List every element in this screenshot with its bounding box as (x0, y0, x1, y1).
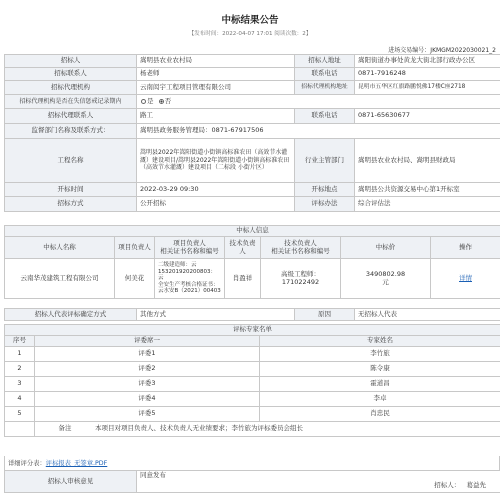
value: 综合评估法 (355, 197, 500, 212)
label: 工程名称 (5, 139, 137, 183)
role: 评委1 (35, 347, 260, 362)
label: 评标办法 (295, 197, 355, 212)
value: 嵩阳街道办事处黄龙大街北部行政办公区 (355, 55, 500, 68)
publish-meta: 【发布时间：2022-04-07 17:01 阅读次数：2】 (0, 29, 500, 37)
section-title: 中标人信息 (5, 226, 500, 237)
seq: 4 (5, 392, 35, 407)
remark-label: 备注 (35, 425, 95, 433)
label: 招标代理机构地址 (295, 81, 355, 95)
expert-name: 李卓 (260, 392, 500, 407)
table-row (5, 392, 500, 407)
col-header: 评委席一 (35, 336, 260, 347)
winner-name: 云南华茂建筑工程有限公司 (5, 259, 115, 299)
tech-lead: 肖盈祥 (225, 259, 261, 299)
section-title: 评标专家名单 (5, 325, 500, 336)
remark-value: 本项目对项目负责人、技术负责人无业绩要求；李竹旅为评标委员会组长 (95, 424, 303, 432)
table-row (5, 347, 500, 362)
label: 招标联系人 (5, 68, 137, 81)
expert-name: 肖忠民 (260, 407, 500, 422)
winning-price: 3490802.98 元 (341, 259, 431, 299)
table-row (5, 362, 500, 377)
label: 联系电话 (295, 68, 355, 81)
seq: 5 (5, 407, 35, 422)
role: 评委5 (35, 407, 260, 422)
col-header: 技术负责人 (225, 237, 261, 259)
expert-table (4, 324, 500, 437)
signature (434, 482, 486, 490)
label: 招标人地址 (295, 55, 355, 68)
label: 开标地点 (295, 183, 355, 197)
seq: 1 (5, 347, 35, 362)
role: 评委4 (35, 392, 260, 407)
label: 招标代理联系人 (5, 109, 137, 124)
label: 开标时间 (5, 183, 137, 197)
label: 行业主管部门 (295, 139, 355, 183)
value: 嵩明县农业农村局、嵩明县财政局 (355, 139, 500, 183)
radio-no (159, 99, 164, 104)
value: 杨老师 (137, 68, 295, 81)
value: 嵩明县公共资源交易中心第1开标室 (355, 183, 500, 197)
seq: 2 (5, 362, 35, 377)
project-name: 嵩明县2022年嵩阳街道小街镇高标准农田（高效节水灌溉）建设项目/嵩明县2022年嵩阳街道小街镇高标准农田（高效节水灌溉）建设项目（二标段 小街片区） (137, 139, 295, 183)
rep-method-table (4, 308, 500, 321)
value: 路工 (137, 109, 295, 124)
tech-cert: 高级工程师： 171022492 (261, 259, 341, 299)
value: 昆明市五华区红旗路鹏悦佛17楼C座2718 (355, 81, 500, 95)
value: 嵩明县政务服务管理局：0871-67917506 (137, 124, 500, 139)
table-row (5, 377, 500, 392)
col-header: 项目负责人 相关证书名称和编号 (155, 237, 225, 259)
page-title: 中标结果公告 (0, 12, 500, 26)
opinion-text: 同意发布 (140, 471, 166, 479)
role: 评委2 (35, 362, 260, 377)
label: 原因 (295, 309, 355, 321)
label: 招标人审核意见 (5, 471, 137, 493)
col-header: 中标人名称 (5, 237, 115, 259)
value: 公开招标 (137, 197, 295, 212)
role: 评委3 (35, 377, 260, 392)
value: 嵩明县农业农村局 (137, 55, 295, 68)
expert-name: 李竹旅 (260, 347, 500, 362)
value: 0871-7916248 (355, 68, 500, 81)
col-header: 专家姓名 (260, 336, 500, 347)
radio-no-label: 否 (165, 97, 172, 105)
label: 监督部门名称及联系方式： (5, 124, 137, 139)
radio-yes-label: 是 (147, 97, 154, 105)
project-manager: 何美花 (115, 259, 155, 299)
signer-label: 招标人： (434, 481, 460, 489)
label: 招标方式 (5, 197, 137, 212)
detail-score (4, 456, 500, 470)
expert-name: 霍道昌 (260, 377, 500, 392)
col-header: 序号 (5, 336, 35, 347)
pm-cert: 二级建造师：云 153201920200803：云 全安生产考核合格证书： 云水安B（2021）00403 (155, 259, 225, 299)
label (5, 422, 35, 437)
detail-label: 详细评分表： (8, 460, 46, 467)
value: 无招标人代表 (355, 309, 500, 321)
label: 招标代理机构是否在失信惩戒记录期内 (5, 95, 137, 109)
project-number: 进场交易编号：JKMGM2022030021_2 (388, 45, 496, 54)
value: 0871-65630677 (355, 109, 500, 124)
label: 联系电话 (295, 109, 355, 124)
expert-name: 陈令康 (260, 362, 500, 377)
review-opinion (137, 471, 500, 493)
table-row (5, 259, 500, 299)
col-header: 中标价 (341, 237, 431, 259)
value: 2022-03-29 09:30 (137, 183, 295, 197)
credit-status (137, 95, 500, 109)
col-header: 项目负责人 (115, 237, 155, 259)
pdf-link[interactable]: 评标报表_无签章.PDF (46, 460, 108, 467)
label: 招标人 (5, 55, 137, 68)
value: 云南闳宇工程项目管理有限公司 (137, 81, 295, 95)
value: 其他方式 (137, 309, 295, 321)
radio-yes (141, 99, 146, 104)
detail-link[interactable]: 详情 (431, 259, 500, 299)
remark (35, 422, 500, 437)
label: 招标代理机构 (5, 81, 137, 95)
label: 招标人代表评标确定方式 (5, 309, 137, 321)
col-header: 操作 (431, 237, 500, 259)
col-header: 技术负责人 相关证书名称和编号 (261, 237, 341, 259)
tender-info-table (4, 54, 500, 212)
signer-name: 葛益先 (467, 481, 487, 489)
seq: 3 (5, 377, 35, 392)
winner-table (4, 225, 500, 299)
table-row (5, 407, 500, 422)
